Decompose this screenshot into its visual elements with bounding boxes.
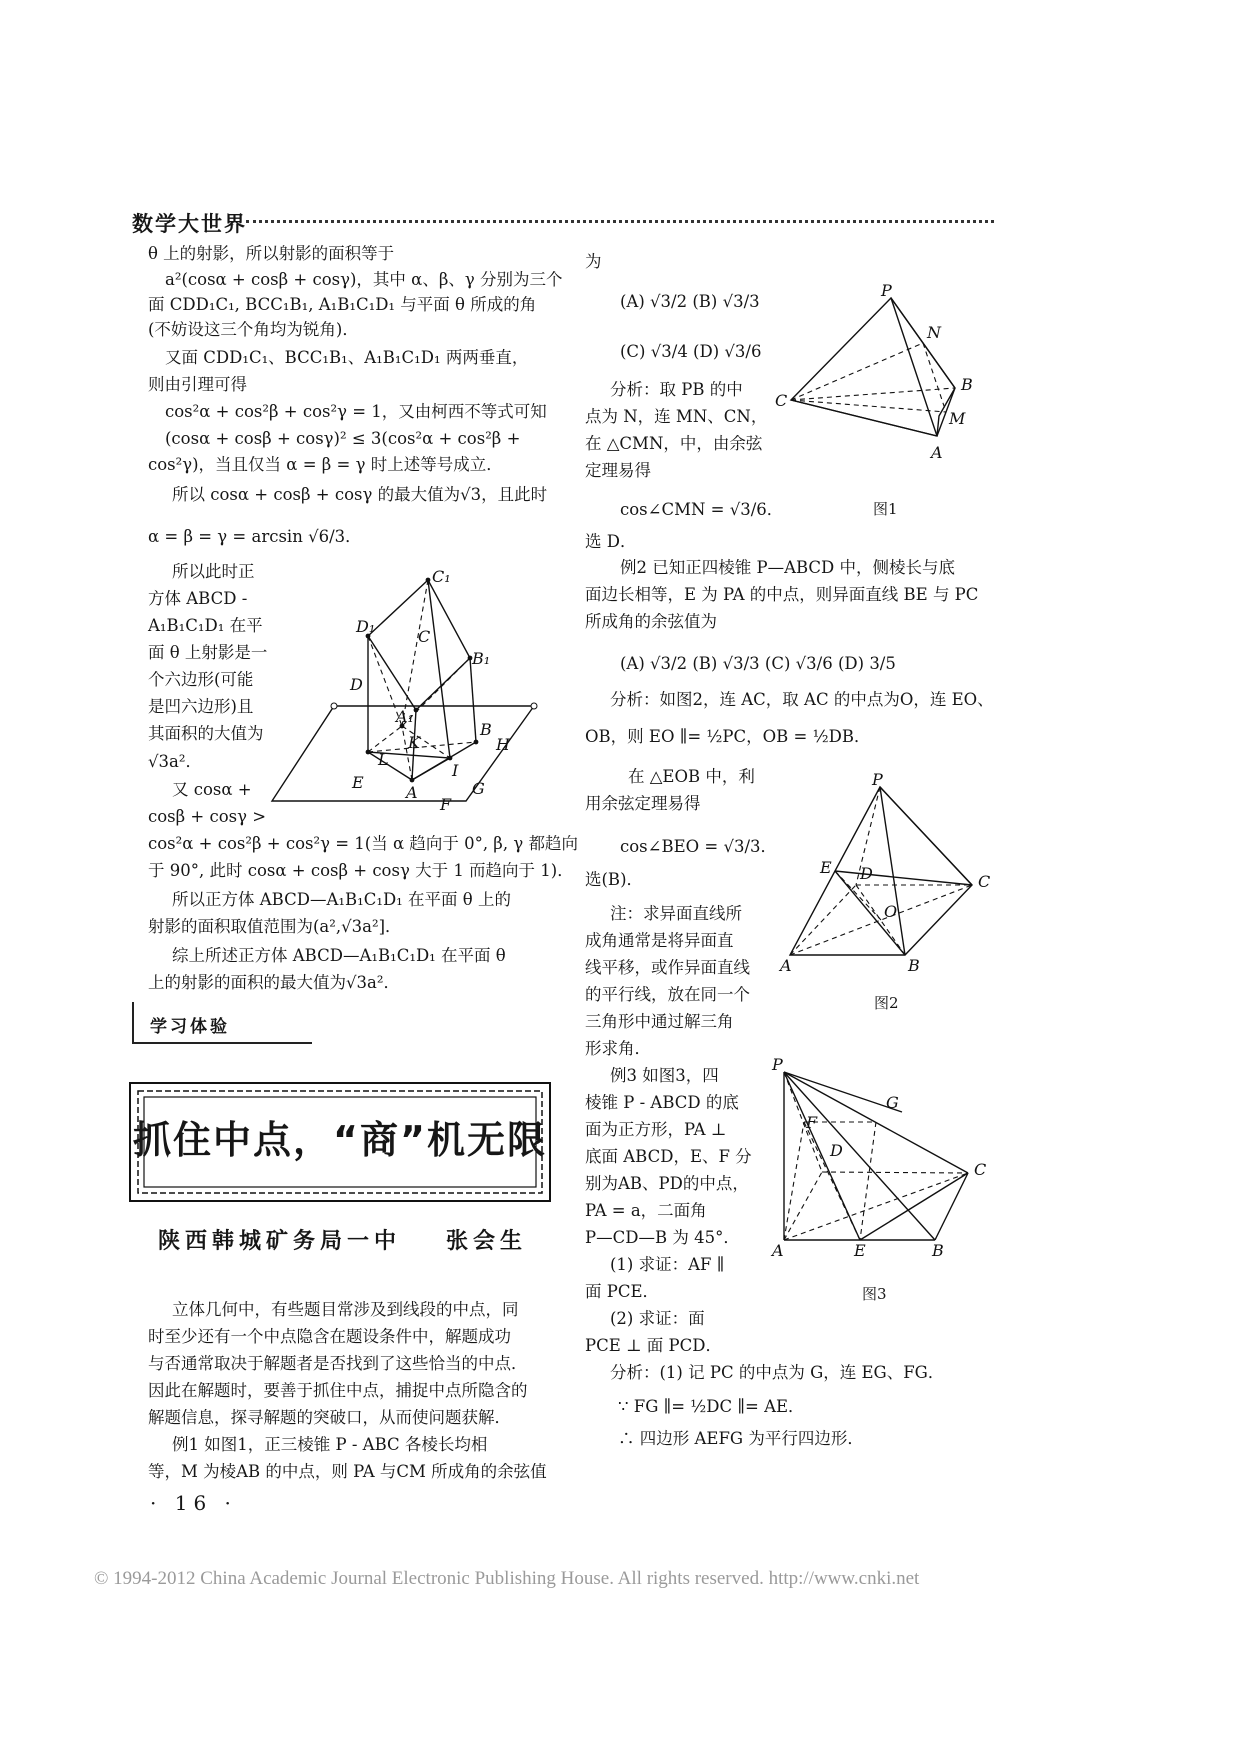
- intro-line: 等，M 为棱AB 的中点，则 PA 与CM 所成角的余弦值: [148, 1462, 547, 1481]
- author-name: 张会生: [446, 1228, 528, 1254]
- copyright-footer: © 1994-2012 China Academic Journal Electronic Publishing House. All rights reserved. http://www.cnki.net: [94, 1568, 920, 1589]
- left-line: cos²γ)，当且仅当 α = β = γ 时上述等号成立．: [148, 455, 503, 474]
- right-line: OB，则 EO ∥= ½PC，OB = ½DB．: [585, 727, 871, 746]
- right-line: PCE ⊥ 面 PCD．: [585, 1336, 722, 1355]
- left-line: θ 上的射影，所以射影的面积等于: [148, 244, 395, 263]
- left-line: 是凹六边形)且: [148, 697, 254, 716]
- figure-3-square-pyramid: [770, 1055, 990, 1260]
- fig1-label: C: [775, 391, 788, 410]
- cube-label: K: [408, 733, 420, 752]
- right-line: ∵ FG ∥= ½DC ∥= AE．: [618, 1397, 805, 1416]
- right-line: 三角形中通过解三角: [585, 1012, 734, 1031]
- right-line: 面为正方形，PA ⊥: [585, 1120, 727, 1139]
- left-line: 面 CDD₁C₁, BCC₁B₁, A₁B₁C₁D₁ 与平面 θ 所成的角: [148, 295, 537, 314]
- right-line: 别为AB、PD的中点，: [585, 1174, 749, 1193]
- fig2-label: P: [872, 770, 883, 789]
- left-line: 所以正方体 ABCD—A₁B₁C₁D₁ 在平面 θ 上的: [172, 890, 511, 909]
- left-line: α = β = γ = arcsin √6/3．: [148, 527, 362, 546]
- cube-projection-figure: [272, 567, 550, 815]
- left-line: a²(cosα + cosβ + cosγ)，其中 α、β、γ 分别为三个: [165, 270, 563, 289]
- right-line: 棱锥 P - ABCD 的底: [585, 1093, 739, 1112]
- right-line: (2) 求证：面: [610, 1309, 705, 1328]
- fig3-label: A: [772, 1241, 784, 1260]
- left-line: A₁B₁C₁D₁ 在平: [148, 616, 263, 635]
- intro-line: 时至少还有一个中点隐含在题设条件中，解题成功: [148, 1327, 511, 1346]
- right-line: 面边长相等，E 为 PA 的中点，则异面直线 BE 与 PC: [585, 585, 979, 604]
- right-line: 的平行线，放在同一个: [585, 985, 750, 1004]
- left-line: 个六边形(可能: [148, 670, 254, 689]
- left-line: 方体 ABCD -: [148, 589, 248, 608]
- left-line: 所以此时正: [172, 562, 255, 581]
- fig3-label: P: [772, 1055, 783, 1074]
- cube-label: L: [378, 750, 389, 769]
- right-line: 分析：如图2，连 AC，取 AC 的中点为O，连 EO、: [610, 690, 994, 709]
- left-line: 面 θ 上射影是一: [148, 643, 268, 662]
- right-line: PA = a，二面角: [585, 1201, 707, 1220]
- cube-label: C₁: [432, 567, 451, 586]
- header-dotted-rule: [246, 220, 994, 223]
- cube-label: D₁: [356, 617, 376, 636]
- right-line: 例3 如图3，四: [610, 1066, 719, 1085]
- fig1-label: P: [881, 281, 892, 300]
- section-label: 学习体验: [150, 1017, 230, 1037]
- right-line: cos∠CMN = √3/6．: [620, 500, 784, 519]
- right-line: 面 PCE．: [585, 1282, 660, 1301]
- fig1-label: N: [927, 323, 941, 342]
- right-line: 形求角．: [585, 1039, 651, 1058]
- right-line: 定理易得: [585, 461, 651, 480]
- left-line: √3a²．: [148, 752, 202, 771]
- author-affiliation: 陕西韩城矿务局一中: [158, 1228, 402, 1254]
- figure-3-caption: 图3: [862, 1285, 887, 1303]
- right-line: P—CD—B 为 45°．: [585, 1228, 740, 1247]
- right-line: 点为 N，连 MN、CN，: [585, 407, 768, 426]
- right-line: (C) √3/4 (D) √3/6: [620, 342, 762, 361]
- running-header-title: 数学大世界: [132, 212, 247, 236]
- fig1-label: B: [961, 375, 973, 394]
- right-line: 成角通常是将异面直: [585, 931, 734, 950]
- fig1-label: A: [931, 443, 943, 462]
- cube-label: A₁: [396, 707, 414, 726]
- right-line: 用余弦定理易得: [585, 794, 701, 813]
- fig2-label: E: [820, 858, 832, 877]
- left-line: 于 90°, 此时 cosα + cosβ + cosγ 大于 1 而趋向于 1)．: [148, 861, 574, 880]
- cube-label: E: [352, 773, 364, 792]
- right-line: ∴ 四边形 AEFG 为平行四边形．: [618, 1429, 864, 1448]
- left-line: 其面积的大值为: [148, 724, 264, 743]
- right-line: 选 D．: [585, 532, 637, 551]
- fig3-label: F: [806, 1113, 818, 1132]
- left-line: 上的射影的面积的最大值为√3a²．: [148, 973, 400, 992]
- figure-1-caption: 图1: [873, 500, 898, 518]
- fig3-label: D: [830, 1141, 843, 1160]
- fig2-label: D: [860, 864, 873, 883]
- right-line: (A) √3/2 (B) √3/3: [620, 292, 760, 311]
- intro-line: 立体几何中，有些题目常涉及到线段的中点，同: [172, 1300, 519, 1319]
- fig3-label: G: [886, 1093, 899, 1112]
- figure-1-triangular-pyramid: [775, 281, 975, 478]
- cube-label: G: [472, 779, 485, 798]
- fig2-label: C: [978, 872, 991, 891]
- cube-label: D: [350, 675, 363, 694]
- fig2-label: O: [884, 902, 898, 921]
- right-line: (A) √3/2 (B) √3/3 (C) √3/6 (D) 3/5: [620, 654, 896, 673]
- intro-line: 例1 如图1，正三棱锥 P - ABC 各棱长均相: [172, 1435, 488, 1454]
- right-line: 分析：(1) 记 PC 的中点为 G，连 EG、FG．: [610, 1363, 945, 1382]
- left-line: 所以 cosα + cosβ + cosγ 的最大值为√3，且此时: [172, 485, 548, 504]
- fig2-label: A: [780, 956, 792, 975]
- right-line: (1) 求证：AF ∥: [610, 1255, 725, 1274]
- left-line: cos²α + cos²β + cos²γ = 1(当 α 趋向于 0°, β, γ 都趋向: [148, 834, 578, 853]
- cube-label: H: [496, 735, 510, 754]
- cube-label: F: [440, 795, 452, 814]
- page-number: · 16 ·: [150, 1491, 237, 1515]
- cube-label: B₁: [472, 649, 491, 668]
- right-line: 例2 已知正四棱锥 P—ABCD 中，侧棱长与底: [620, 558, 956, 577]
- right-line: cos∠BEO = √3/3．: [620, 837, 778, 856]
- intro-line: 与否通常取决于解题者是否找到了这些恰当的中点．: [148, 1354, 528, 1373]
- left-line: cosβ + cosγ >: [148, 807, 267, 826]
- intro-line: 因此在解题时，要善于抓住中点，捕捉中点所隐含的: [148, 1381, 528, 1400]
- fig3-label: B: [932, 1241, 944, 1260]
- intro-line: 解题信息，探寻解题的突破口，从而使问题获解．: [148, 1408, 511, 1427]
- fig2-label: B: [908, 956, 920, 975]
- right-line: 选(B)．: [585, 870, 643, 889]
- left-line: 综上所述正方体 ABCD—A₁B₁C₁D₁ 在平面 θ: [172, 946, 506, 965]
- left-line: cos²α + cos²β + cos²γ = 1，又由柯西不等式可知: [165, 402, 547, 421]
- right-line: 注：求异面直线所: [610, 904, 742, 923]
- right-line: 在 △CMN，中，由余弦: [585, 434, 763, 453]
- right-line: 所成角的余弦值为: [585, 612, 717, 631]
- fig3-label: C: [974, 1160, 987, 1179]
- right-line: 线平移，或作异面直线: [585, 958, 750, 977]
- right-line: 底面 ABCD，E、F 分: [585, 1147, 752, 1166]
- cube-label: A: [406, 783, 418, 802]
- figure-2-square-pyramid: [780, 770, 995, 975]
- figure-2-caption: 图2: [874, 994, 899, 1012]
- right-line: 在 △EOB 中，利: [628, 767, 755, 786]
- cube-label: C: [418, 627, 431, 646]
- right-line: 分析：取 PB 的中: [610, 380, 743, 399]
- right-line: 为: [585, 252, 602, 271]
- left-line: (不妨设这三个角均为锐角)．: [148, 320, 359, 339]
- cube-label: B: [480, 720, 492, 739]
- left-line: 又 cosα +: [172, 780, 252, 799]
- fig1-label: M: [949, 409, 966, 428]
- left-line: 又面 CDD₁C₁、BCC₁B₁、A₁B₁C₁D₁ 两两垂直，: [165, 348, 529, 367]
- cube-label: I: [452, 761, 459, 780]
- article-title: 抓住中点，“商”机无限: [133, 1118, 547, 1162]
- left-line: (cosα + cosβ + cosγ)² ≤ 3(cos²α + cos²β +: [165, 429, 521, 448]
- fig3-label: E: [854, 1241, 866, 1260]
- left-line: 射影的面积取值范围为(a²,√3a²]．: [148, 917, 402, 936]
- left-line: 则由引理可得: [148, 375, 247, 394]
